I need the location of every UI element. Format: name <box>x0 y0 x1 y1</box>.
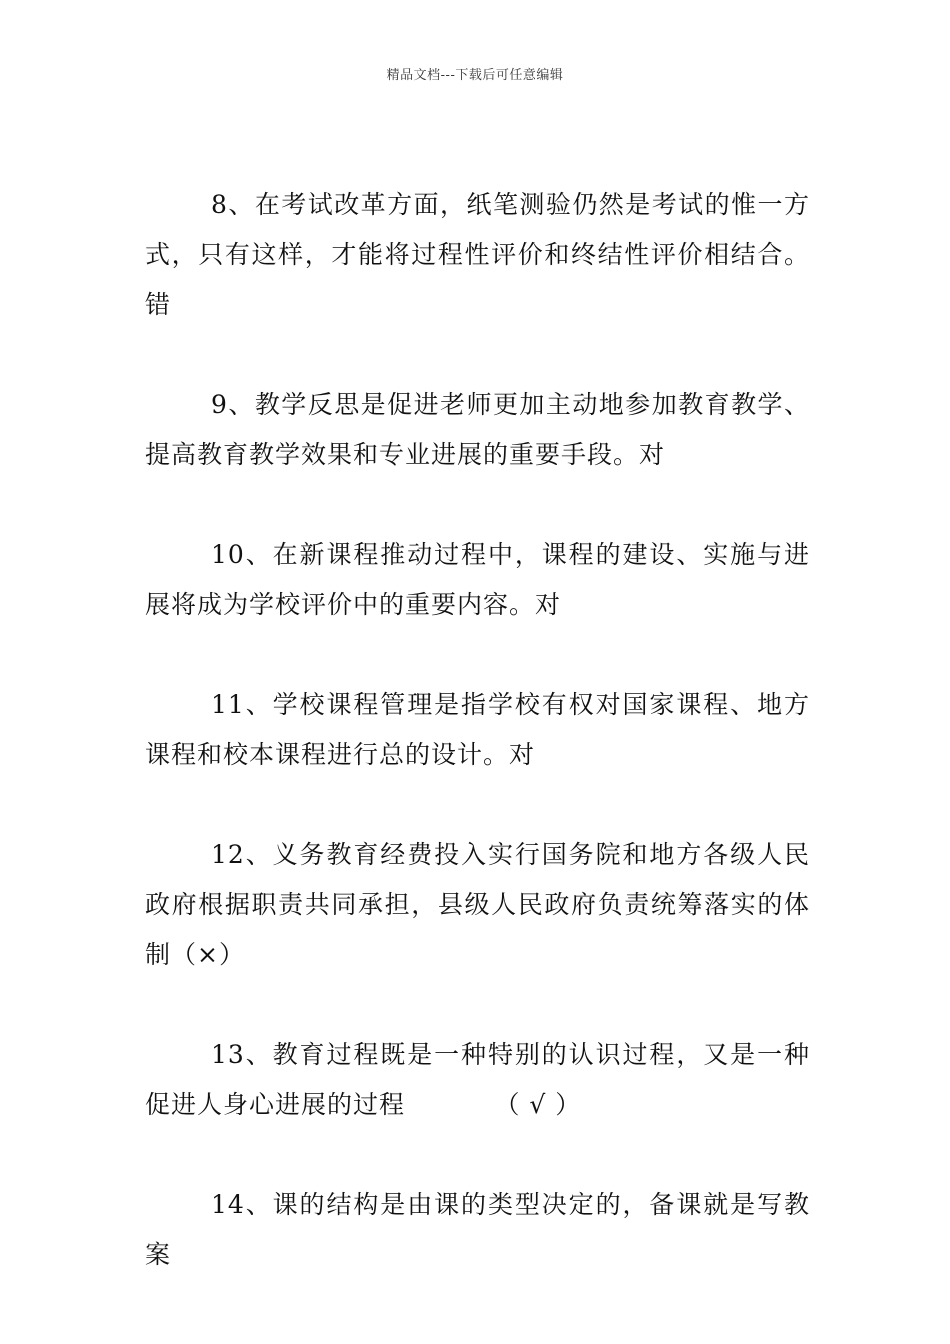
question-item-10: 10、在新课程推动过程中，课程的建设、实施与进展将成为学校评价中的重要内容。对 <box>145 540 810 619</box>
question-item-14: 14、课的结构是由课的类型决定的，备课就是写教案 <box>145 1190 810 1269</box>
page-header: 精品文档---下载后可任意编辑 <box>386 68 564 83</box>
question-item-13: 13、教育过程既是一种特别的认识过程，又是一种促进人身心进展的过程 （ √ ） <box>145 1040 810 1119</box>
question-item-9: 9、教学反思是促进老师更加主动地参加教育教学、提高教育教学效果和专业进展的重要手段。对 <box>145 390 810 469</box>
question-item-8: 8、在考试改革方面，纸笔测验仍然是考试的惟一方式，只有这样，才能将过程性评价和终结性评价相结合。错 <box>145 190 810 319</box>
document-body <box>145 180 810 1330</box>
question-item-12: 12、义务教育经费投入实行国务院和地方各级人民政府根据职责共同承担，县级人民政府负责统筹落实的体制（×） <box>145 840 810 969</box>
question-item-11: 11、学校课程管理是指学校有权对国家课程、地方课程和校本课程进行总的设计。对 <box>145 690 810 769</box>
